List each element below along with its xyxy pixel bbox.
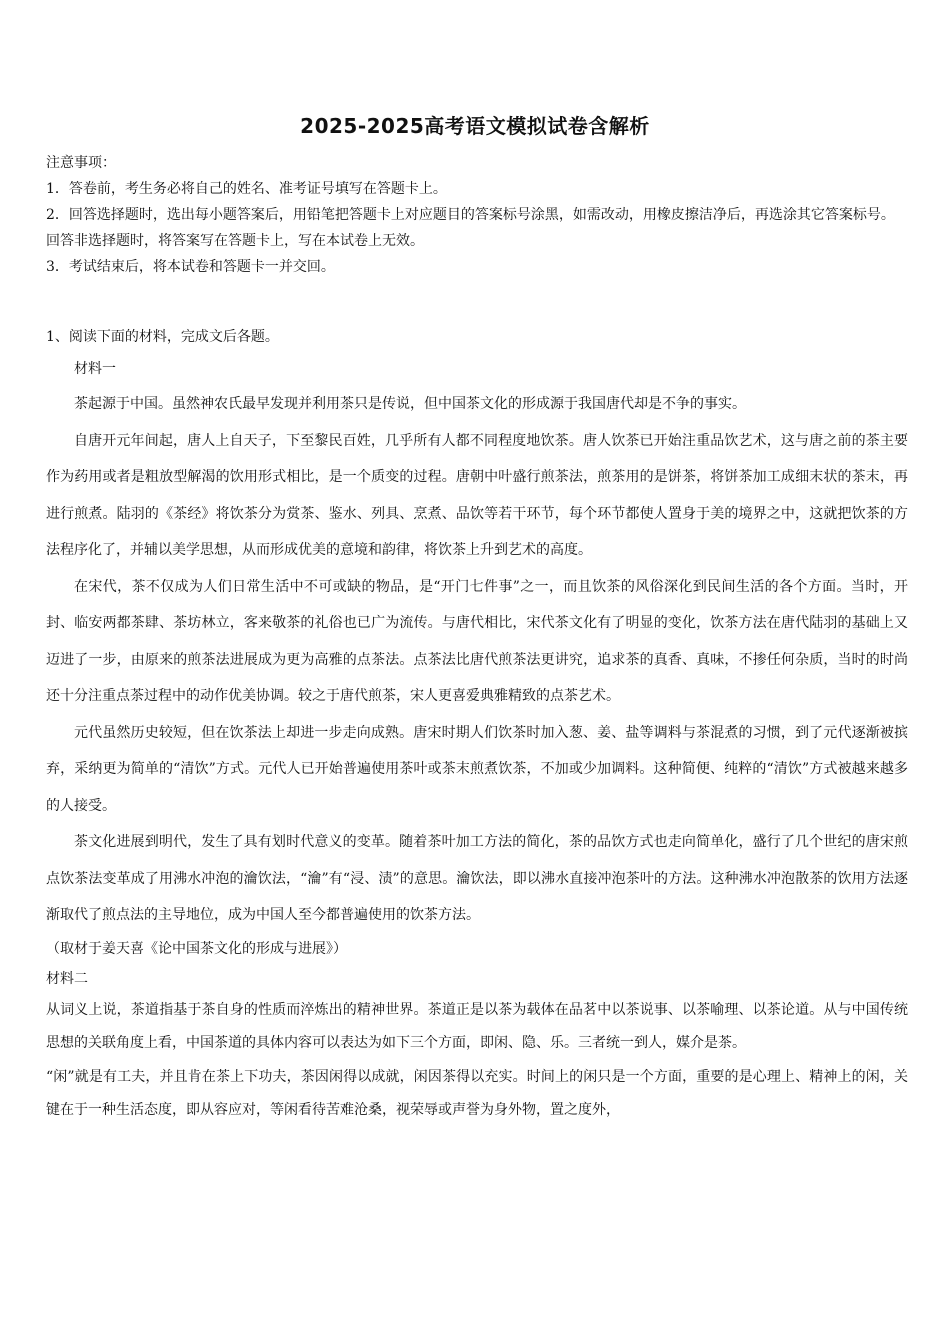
material-paragraph: 元代虽然历史较短，但在饮茶法上却进一步走向成熟。唐宋时期人们饮茶时加入葱、姜、盐等调料与茶混煮的习惯，到了元代逐渐被摈弃，采纳更为简单的“清饮”方式。元代人已开始普遍使用茶叶或茶末煎煮饮茶，不加或少加调料。这种简便、纯粹的“清饮”方式被越来越多的人接受。 xyxy=(46,724,908,814)
notice-item: 2．回答选择题时，选出每小题答案后，用铅笔把答题卡上对应题目的答案标号涂黑，如需改动，用橡皮擦洁净后，再选涂其它答案标号。回答非选择题时，将答案写在答题卡上，写在本试卷上无效。 xyxy=(46,207,895,249)
notice-item: 3．考试结束后，将本试卷和答题卡一并交回。 xyxy=(46,259,335,275)
question-section xyxy=(46,322,908,1128)
material-paragraph: 从词义上说，茶道指基于茶自身的性质而淬炼出的精神世界。茶道正是以茶为载体在品茗中以茶说事、以茶喻理、以茶论道。从与中国传统思想的关联角度上看，中国茶道的具体内容可以表达为如下三个方面，即闲、隐、乐。三者统一到人，媒介是茶。 xyxy=(46,1001,908,1051)
material-paragraph: 在宋代，茶不仅成为人们日常生活中不可或缺的物品，是“开门七件事”之一，而且饮茶的风俗深化到民间生活的各个方面。当时，开封、临安两都茶肆、茶坊林立，客来敬茶的礼俗也已广为流传。与唐代相比，宋代茶文化有了明显的变化，饮茶方法在唐代陆羽的基础上又迈进了一步，由原来的煎茶法进展成为更为高雅的点茶法。点茶法比唐代煎茶法更讲究，追求茶的真香、真味，不掺任何杂质，当时的时尚还十分注重点茶过程中的动作优美协调。较之于唐代煎茶，宋人更喜爱典雅精致的点茶艺术。 xyxy=(46,578,908,704)
material-source: （取材于姜天喜《论中国茶文化的形成与进展》） xyxy=(46,940,347,957)
material-label: 材料一 xyxy=(74,361,116,377)
material-paragraph: “闲”就是有工夫，并且肯在茶上下功夫，茶因闲得以成就，闲因茶得以充实。时间上的闲只是一个方面，重要的是心理上、精神上的闲，关键在于一种生活态度，即从容应对，等闲看待苦难沧桑，视荣辱或声誉为身外物，置之度外， xyxy=(46,1068,908,1118)
material-paragraph: 茶起源于中国。虽然神农氏最早发现并利用茶只是传说，但中国茶文化的形成源于我国唐代却是不争的事实。 xyxy=(74,396,746,412)
material-paragraph: 茶文化进展到明代，发生了具有划时代意义的变革。随着茶叶加工方法的简化，茶的品饮方式也走向简单化，盛行了几个世纪的唐宋煎点饮茶法变革成了用沸水冲泡的瀹饮法，“瀹”有“浸、渍”的意思。瀹饮法，即以沸水直接冲泡茶叶的方法。这种沸水冲泡散茶的饮用方法逐渐取代了煎点法的主导地位，成为中国人至今都普遍使用的饮茶方法。 xyxy=(46,834,908,923)
material-label: 材料二 xyxy=(46,970,88,987)
question-prompt: 1、阅读下面的材料，完成文后各题。 xyxy=(46,329,279,345)
material-paragraph: 自唐开元年间起，唐人上自天子，下至黎民百姓，几乎所有人都不同程度地饮茶。唐人饮茶已开始注重品饮艺术，这与唐之前的茶主要作为药用或者是粗放型解渴的饮用形式相比，是一个质变的过程。唐朝中叶盛行煎茶法，煎茶用的是饼茶，将饼茶加工成细末状的茶末，再进行煎煮。陆羽的《茶经》将饮茶分为赏茶、鉴水、列具、烹煮、品饮等若干环节，每个环节都使人置身于美的境界之中，这就把饮茶的方法程序化了，并辅以美学思想，从而形成优美的意境和韵律，将饮茶上升到艺术的高度。 xyxy=(46,432,908,558)
notice-heading: 注意事项： xyxy=(46,155,116,171)
notice-section xyxy=(46,150,908,280)
notice-item: 1．答卷前，考生务必将自己的姓名、准考证号填写在答题卡上。 xyxy=(46,181,447,197)
page-title: 2025-2025高考语文模拟试卷含解析 xyxy=(300,114,650,138)
